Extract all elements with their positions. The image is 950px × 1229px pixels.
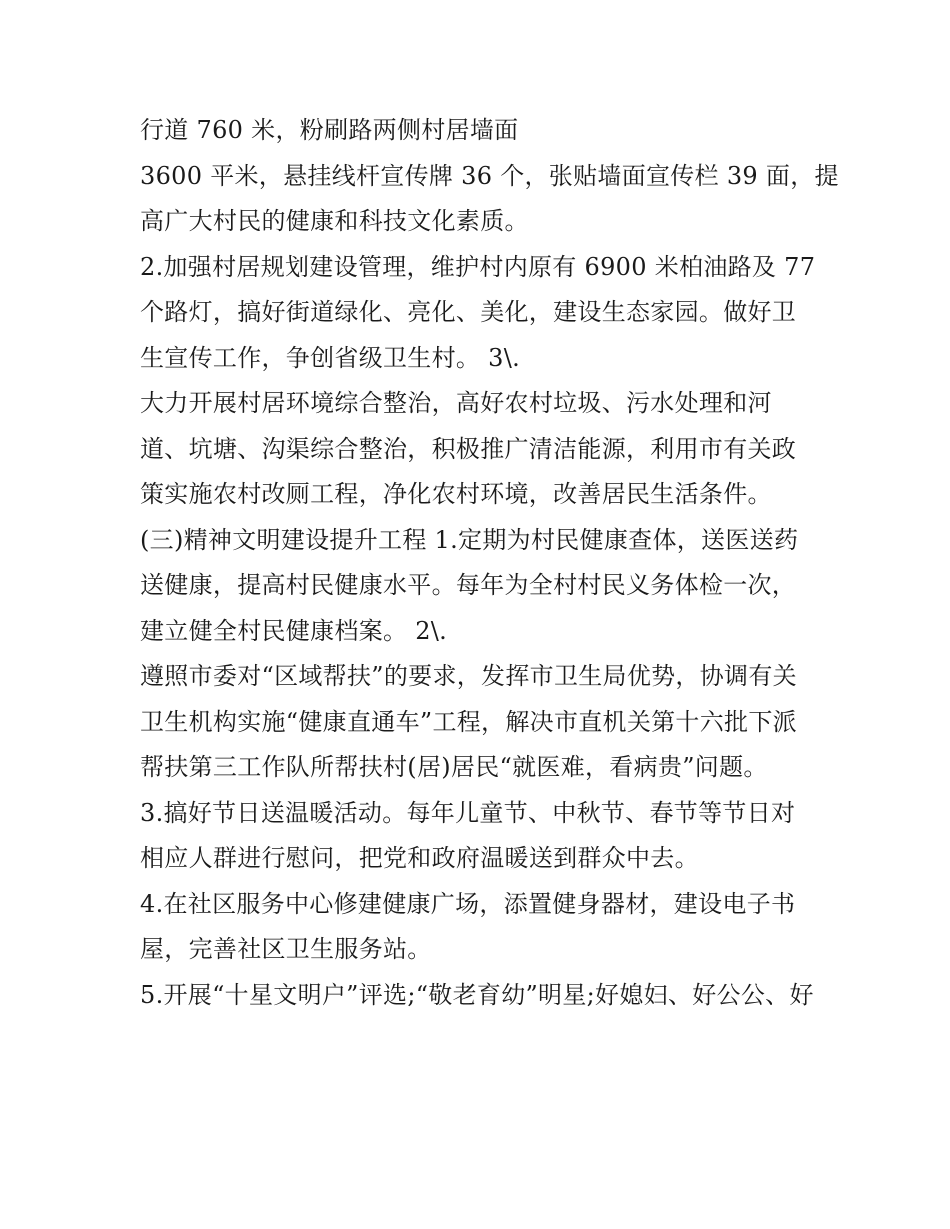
text-line: 道、坑塘、沟渠综合整治，积极推广清洁能源，利用市有关政: [140, 434, 797, 463]
text-line: 建立健全村民健康档案。 2\.: [140, 616, 448, 645]
text-line: 屋，完善社区卫生服务站。: [140, 935, 432, 963]
text-line: 遵照市委对“区域帮扶”的要求，发挥市卫生局优势，协调有关: [140, 662, 797, 690]
text-line: 帮扶第三工作队所帮扶村(居)居民“就医难，看病贵”问题。: [140, 753, 768, 781]
text-line: (三)精神文明建设提升工程 1.定期为村民健康查体，送医送药: [140, 525, 799, 554]
text-line: 行道 760 米，粉刷路两侧村居墙面: [140, 116, 519, 144]
text-line: 卫生机构实施“健康直通车”工程，解决市直机关第十六批下派: [140, 707, 797, 736]
text-line: 4.在社区服务中心修建健康广场，添置健身器材，建设电子书: [140, 889, 796, 918]
body-text: [140, 108, 839, 1018]
text-line: 相应人群进行慰问，把党和政府温暖送到群众中去。: [140, 844, 699, 872]
text-line: 大力开展村居环境综合整治，高好农村垃圾、污水处理和河: [140, 389, 772, 417]
text-line: 高广大村民的健康和科技文化素质。: [140, 207, 529, 235]
text-line: 2.加强村居规划建设管理，维护村内原有 6900 米柏油路及 77: [140, 252, 816, 281]
text-line: 策实施农村改厕工程，净化农村环境，改善居民生活条件。: [140, 480, 772, 508]
text-line: 5.开展“十星文明户”评选;“敬老育幼”明星;好媳妇、好公公、好: [140, 980, 814, 1009]
text-line: 生宣传工作，争创省级卫生村。 3\.: [140, 343, 521, 372]
text-line: 送健康，提高村民健康水平。每年为全村村民义务体检一次，: [140, 571, 797, 599]
text-line: 3600 平米，悬挂线杆宣传牌 36 个，张贴墙面宣传栏 39 面，提: [140, 161, 839, 190]
text-line: 3.搞好节日送温暖活动。每年儿童节、中秋节、春节等节日对: [140, 798, 796, 827]
text-line: 个路灯，搞好街道绿化、亮化、美化，建设生态家园。做好卫: [140, 298, 797, 326]
